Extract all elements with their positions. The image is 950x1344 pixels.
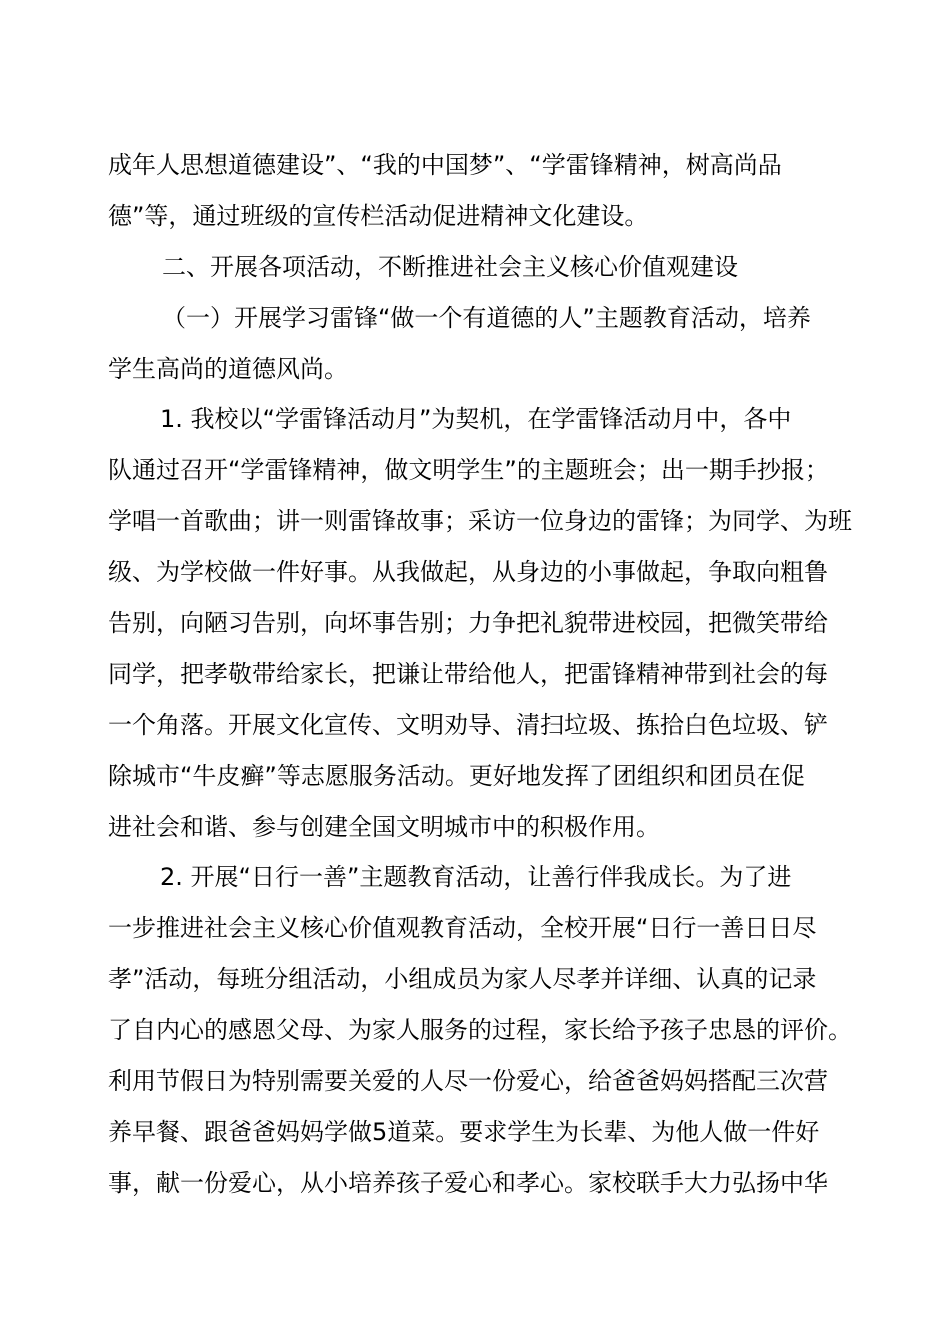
paragraph-start: 1. 我校以“学雷锋活动月”为契机，在学雷锋活动月中，各中 bbox=[160, 405, 792, 434]
text-line: 利用节假日为特别需要关爱的人尽一份爱心，给爸爸妈妈搭配三次营 bbox=[108, 1067, 828, 1096]
text-line: 孝”活动，每班分组活动，小组成员为家人尽孝并详细、认真的记录 bbox=[108, 965, 817, 994]
text-line: 队通过召开“学雷锋精神，做文明学生”的主题班会；出一期手抄报； bbox=[108, 456, 829, 485]
text-line: 进社会和谐、参与创建全国文明城市中的积极作用。 bbox=[108, 812, 660, 841]
text-line: 一步推进社会主义核心价值观教育活动，全校开展“日行一善日日尽 bbox=[108, 914, 817, 943]
text-line: 同学，把孝敬带给家长，把谦让带给他人，把雷锋精神带到社会的每 bbox=[108, 659, 828, 688]
text-line: 学唱一首歌曲；讲一则雷锋故事；采访一位身边的雷锋；为同学、为班 bbox=[108, 507, 852, 536]
text-line: 除城市“牛皮癣”等志愿服务活动。更好地发挥了团组织和团员在促 bbox=[108, 761, 805, 790]
text-line: 告别，向陋习告别，向坏事告别；力争把礼貌带进校园，把微笑带给 bbox=[108, 609, 828, 638]
body-text bbox=[108, 140, 854, 1209]
text-line: 成年人思想道德建设”、“我的中国梦”、“学雷锋精神，树高尚品 bbox=[108, 151, 782, 179]
text-line: 养早餐、跟爸爸妈妈学做5道菜。要求学生为长辈、为他人做一件好 bbox=[108, 1117, 820, 1146]
text-line: 一个角落。开展文化宣传、文明劝导、清扫垃圾、拣拾白色垃圾、铲 bbox=[108, 710, 828, 739]
text-line: 级、为学校做一件好事。从我做起，从身边的小事做起，争取向粗鲁 bbox=[108, 558, 828, 587]
text-line: 了自内心的感恩父母、为家人服务的过程，家长给予孩子忠恳的评价。 bbox=[108, 1016, 852, 1045]
text-line: 学生高尚的道德风尚。 bbox=[108, 354, 348, 383]
paragraph-start: 2. 开展“日行一善”主题教育活动，让善行伴我成长。为了进 bbox=[160, 863, 792, 892]
subsection-heading: （一）开展学习雷锋“做一个有道德的人”主题教育活动，培养 bbox=[162, 303, 811, 332]
text-line: 事，献一份爱心，从小培养孩子爱心和孝心。家校联手大力弘扬中华 bbox=[108, 1168, 828, 1197]
text-line: 德”等，通过班级的宣传栏活动促进精神文化建设。 bbox=[108, 201, 649, 230]
section-heading: 二、开展各项活动，不断推进社会主义核心价值观建设 bbox=[162, 252, 738, 281]
